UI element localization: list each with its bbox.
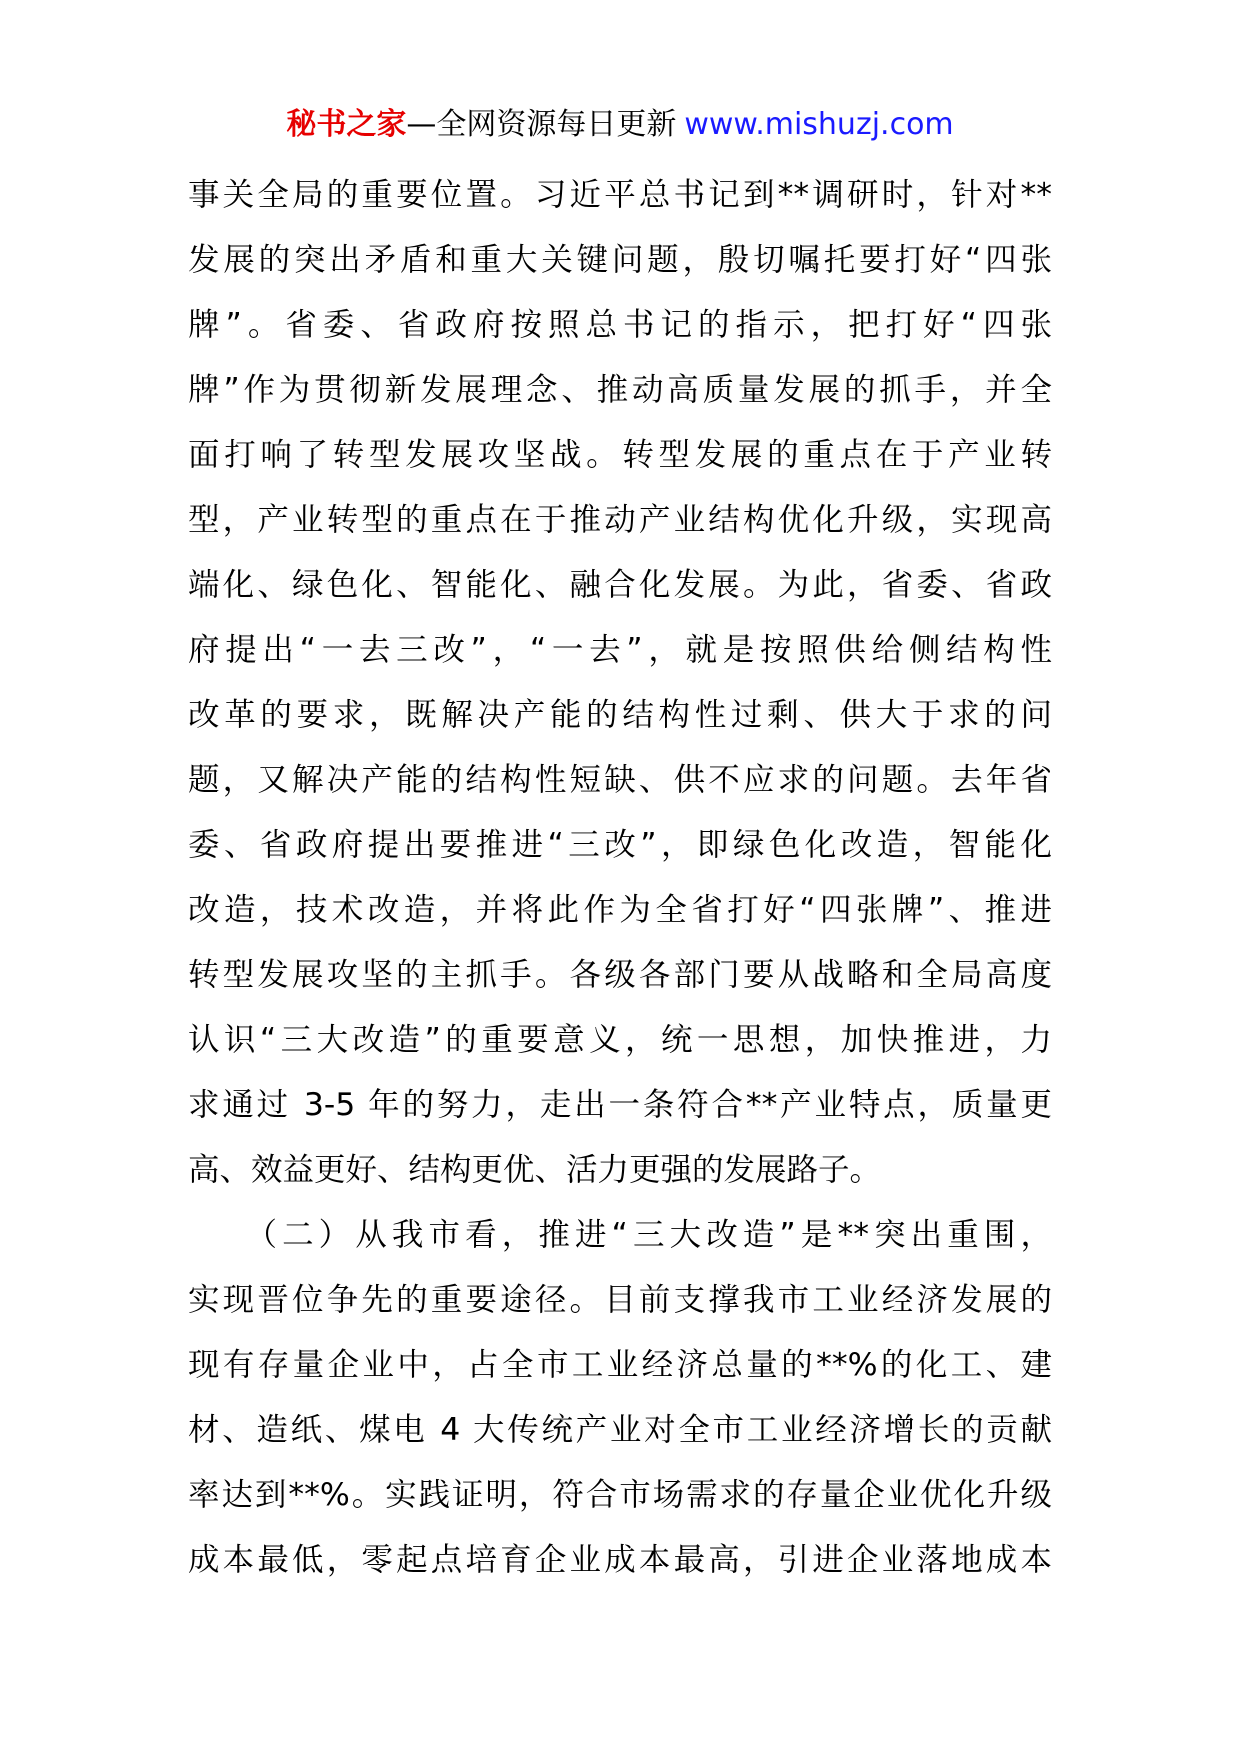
text-line: 事关全局的重要位置。习近平总书记到**调研时，针对** bbox=[188, 177, 1052, 213]
document-body bbox=[188, 163, 1052, 1593]
text-line: 转型发展攻坚的主抓手。各级各部门要从战略和全局高度 bbox=[188, 957, 1052, 993]
text-line: 实现晋位争先的重要途径。目前支撑我市工业经济发展的 bbox=[188, 1282, 1052, 1318]
text-line: 府提出“一去三改”，“一去”，就是按照供给侧结构性 bbox=[188, 632, 1052, 668]
text-line: 率达到**%。实践证明，符合市场需求的存量企业优化升级 bbox=[188, 1477, 1052, 1513]
text-line: 材、造纸、煤电 4 大传统产业对全市工业经济增长的贡献 bbox=[188, 1412, 1052, 1448]
text-line: 委、省政府提出要推进“三改”，即绿色化改造，智能化 bbox=[188, 827, 1052, 863]
text-line: 牌”作为贯彻新发展理念、推动高质量发展的抓手，并全 bbox=[188, 372, 1052, 408]
text-line: 高、效益更好、结构更优、活力更强的发展路子。 bbox=[188, 1152, 882, 1188]
text-line: 牌”。省委、省政府按照总书记的指示，把打好“四张 bbox=[188, 307, 1052, 343]
text-line: 题，又解决产能的结构性短缺、供不应求的问题。去年省 bbox=[188, 762, 1052, 798]
page-header bbox=[0, 98, 1240, 152]
text-line: 型，产业转型的重点在于推动产业结构优化升级，实现高 bbox=[188, 502, 1052, 538]
text-line: 现有存量企业中，占全市工业经济总量的**%的化工、建 bbox=[188, 1347, 1052, 1383]
header-tagline: —全网资源每日更新 bbox=[406, 107, 677, 142]
text-line: 发展的突出矛盾和重大关键问题，殷切嘱托要打好“四张 bbox=[188, 242, 1052, 278]
text-line: 认识“三大改造”的重要意义，统一思想，加快推进，力 bbox=[188, 1022, 1052, 1058]
text-line: 端化、绿色化、智能化、融合化发展。为此，省委、省政 bbox=[188, 567, 1052, 603]
text-line: 面打响了转型发展攻坚战。转型发展的重点在于产业转 bbox=[188, 437, 1052, 473]
text-line: （二）从我市看，推进“三大改造”是**突出重围， bbox=[188, 1217, 1052, 1253]
text-line: 求通过 3-5 年的努力，走出一条符合**产业特点，质量更 bbox=[188, 1087, 1052, 1123]
brand-name: 秘书之家 bbox=[286, 107, 407, 142]
website-link[interactable]: www.mishuzj.com bbox=[684, 107, 954, 142]
text-line: 改革的要求，既解决产能的结构性过剩、供大于求的问 bbox=[188, 697, 1052, 733]
text-line: 改造，技术改造，并将此作为全省打好“四张牌”、推进 bbox=[188, 892, 1052, 928]
text-line: 成本最低，零起点培育企业成本最高，引进企业落地成本 bbox=[188, 1542, 1052, 1578]
